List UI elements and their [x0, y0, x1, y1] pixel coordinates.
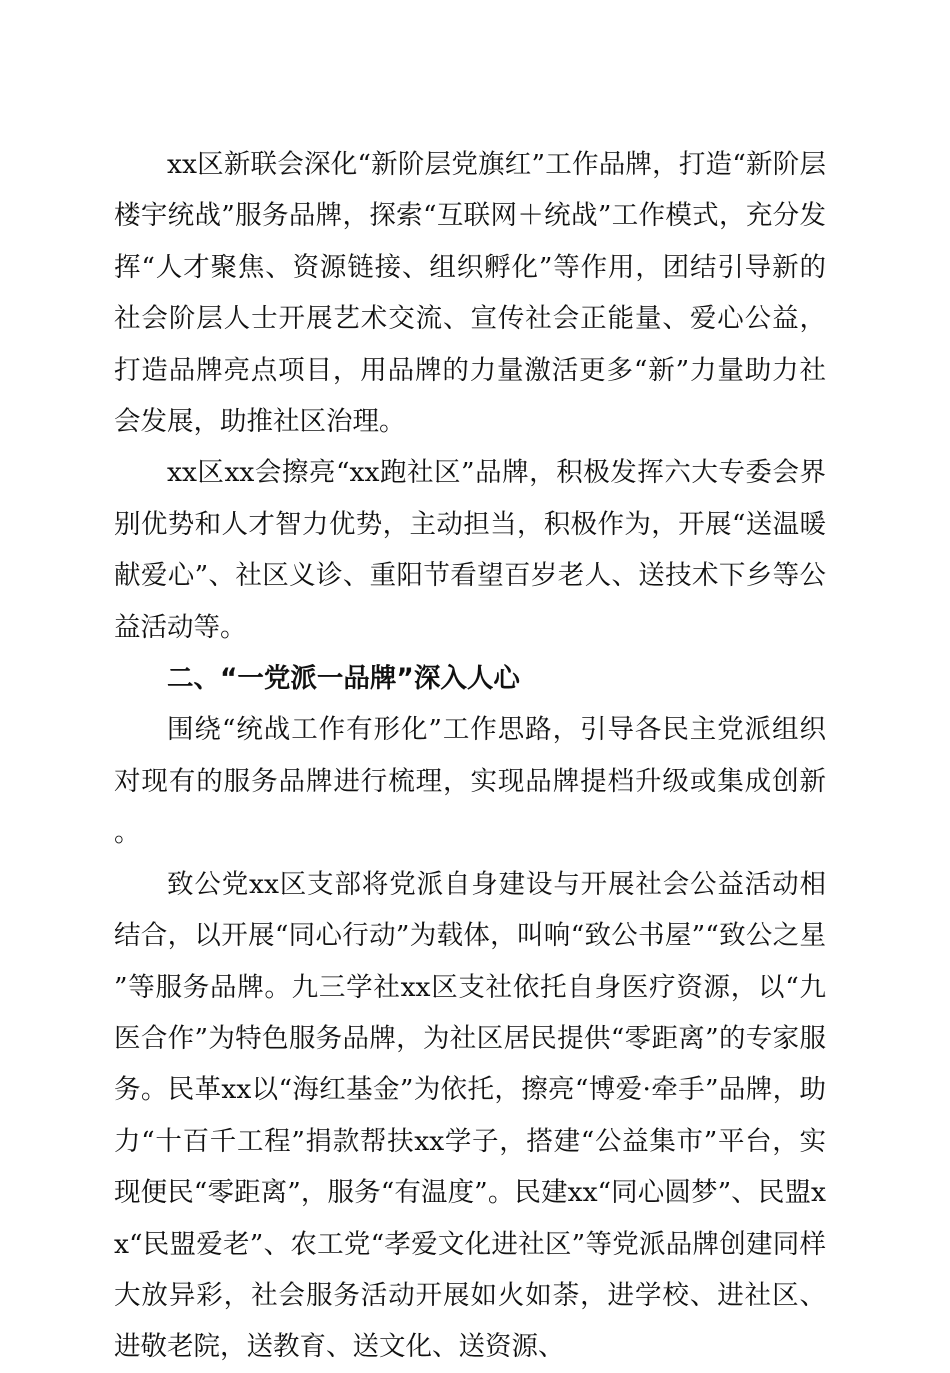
- paragraph-xx-association: xx区xx会擦亮“xx跑社区”品牌，积极发挥六大专委会界别优势和人才智力优势，主动担当，积极作为，开展“送温暖献爱心”、社区义诊、重阳节看望百岁老人、送技术下乡等公益活动等。: [114, 457, 826, 643]
- section-heading: 二、“一党派一品牌”深入人心: [167, 663, 520, 695]
- document-page: [114, 139, 826, 1373]
- paragraph-party-brands: 致公党xx区支部将党派自身建设与开展社会公益活动相结合，以开展“同心行动”为载体，叫响“致公书屋”“致公之星”等服务品牌。九三学社xx区支社依托自身医疗资源，以“九医合作”为特色服务品牌，为社区居民提供“零距离”的专家服务。民革xx以“海红基金”为依托，擦亮“博爱·牵手”品牌，助力“十百千工程”捐款帮扶xx学子，搭建“公益集市”平台，实现便民“零距离”，服务“有温度”。民建xx“同心圆梦”、民盟xx“民盟爱老”、农工党“孝爱文化进社区”等党派品牌创建同样大放异彩，社会服务活动开展如火如荼，进学校、进社区、进敬老院，送教育、送文化、送资源、: [114, 868, 826, 1363]
- paragraph-work-approach: 围绕“统战工作有形化”工作思路，引导各民主党派组织对现有的服务品牌进行梳理，实现品牌提档升级或集成创新。: [114, 714, 826, 849]
- paragraph-new-class-association: xx区新联会深化“新阶层党旗红”工作品牌，打造“新阶层楼宇统战”服务品牌，探索“互联网＋统战”工作模式，充分发挥“人才聚焦、资源链接、组织孵化”等作用，团结引导新的社会阶层人士开展艺术交流、宣传社会正能量、爱心公益，打造品牌亮点项目，用品牌的力量激活更多“新”力量助力社会发展，助推社区治理。: [114, 149, 826, 438]
